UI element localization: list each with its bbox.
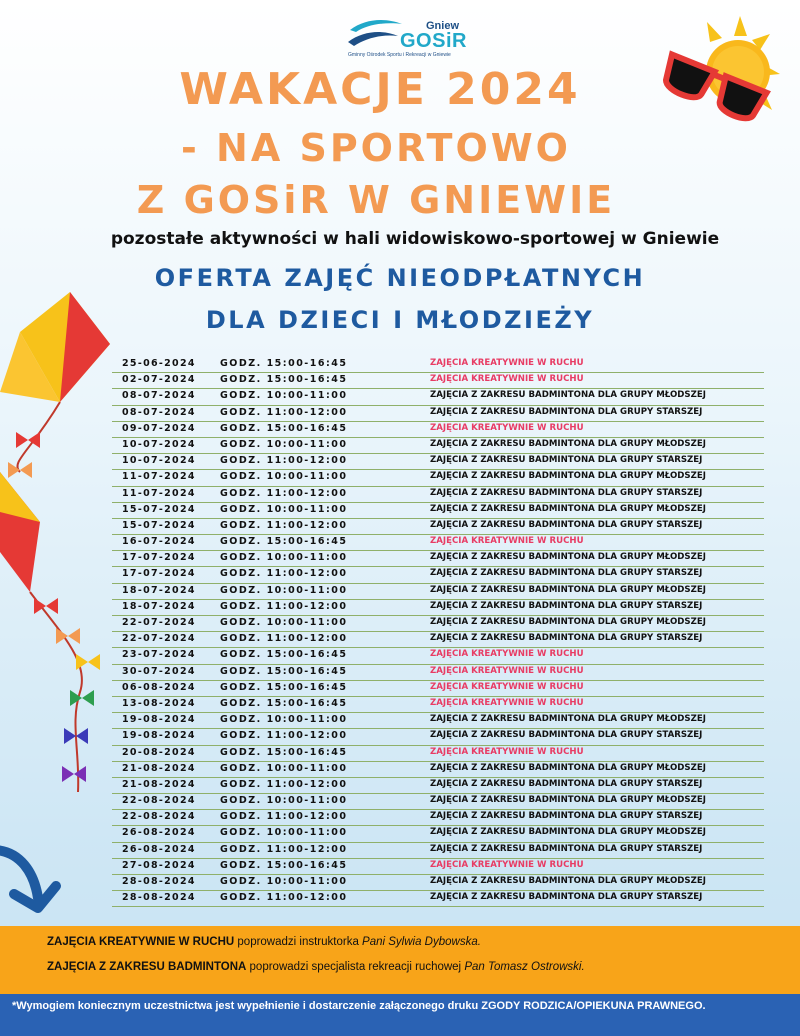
schedule-hours: GODZ. 11:00-12:00 — [220, 843, 348, 855]
schedule-hours: GODZ. 11:00-12:00 — [220, 519, 348, 531]
kite-icon — [0, 292, 115, 802]
schedule-row — [112, 438, 764, 454]
schedule-date: 16-07-2024 — [122, 536, 196, 548]
schedule-activity: ZAJĘCIA KREATYWNIE W RUCHU — [430, 697, 584, 708]
schedule-date: 10-07-2024 — [122, 455, 196, 467]
schedule-activity: ZAJĘCIA KREATYWNIE W RUCHU — [430, 649, 584, 660]
schedule-date: 17-07-2024 — [122, 552, 196, 564]
schedule-hours: GODZ. 10:00-11:00 — [220, 503, 348, 515]
schedule-activity: ZAJĘCIA KREATYWNIE W RUCHU — [430, 665, 584, 676]
schedule-row — [112, 487, 764, 503]
schedule-activity: ZAJĘCIA Z ZAKRESU BADMINTONA DLA GRUPY MŁODSZEJ — [430, 438, 706, 449]
schedule-date: 11-07-2024 — [122, 471, 196, 483]
schedule-row — [112, 794, 764, 810]
schedule-date: 25-06-2024 — [122, 358, 196, 369]
schedule-activity: ZAJĘCIA Z ZAKRESU BADMINTONA DLA GRUPY MŁODSZEJ — [430, 617, 706, 627]
schedule-date: 20-08-2024 — [122, 746, 196, 758]
title-line-2: - NA SPORTOWO — [181, 126, 571, 170]
schedule-row — [112, 357, 764, 373]
schedule-row — [112, 551, 764, 567]
schedule-activity: ZAJĘCIA Z ZAKRESU BADMINTONA DLA GRUPY MŁODSZEJ — [430, 552, 706, 563]
schedule-date: 15-07-2024 — [122, 503, 196, 515]
title-line-1: WAKACJE 2024 — [179, 64, 581, 115]
schedule-hours: GODZ. 11:00-12:00 — [220, 730, 348, 742]
schedule-date: 26-08-2024 — [122, 827, 196, 839]
schedule-activity: ZAJĘCIA KREATYWNIE W RUCHU — [430, 681, 584, 692]
schedule-date: 08-07-2024 — [122, 390, 196, 402]
subtitle: pozostałe aktywności w hali widowiskowo-sportowej w Gniewie — [110, 229, 720, 249]
schedule-row — [112, 454, 764, 470]
schedule-hours: GODZ. 11:00-12:00 — [220, 568, 348, 580]
schedule-row — [112, 535, 764, 551]
schedule-hours: GODZ. 11:00-12:00 — [220, 778, 348, 790]
schedule-hours: GODZ. 11:00-12:00 — [220, 633, 348, 645]
schedule-activity: ZAJĘCIA Z ZAKRESU BADMINTONA DLA GRUPY STARSZEJ — [430, 568, 703, 579]
schedule-hours: GODZ. 10:00-11:00 — [220, 471, 348, 483]
schedule-hours: GODZ. 10:00-11:00 — [220, 714, 348, 726]
schedule-hours: GODZ. 15:00-16:45 — [220, 746, 348, 758]
banner-1-activity: ZAJĘCIA KREATYWNIE W RUCHU — [47, 936, 235, 948]
schedule-hours: GODZ. 10:00-11:00 — [220, 584, 348, 596]
schedule-activity: ZAJĘCIA Z ZAKRESU BADMINTONA DLA GRUPY STARSZEJ — [430, 633, 703, 644]
instructors-banner — [0, 926, 800, 994]
schedule-activity: ZAJĘCIA KREATYWNIE W RUCHU — [430, 374, 584, 385]
schedule-row — [112, 875, 764, 891]
schedule-row — [112, 567, 764, 583]
schedule-row — [112, 519, 764, 535]
arrow-icon — [0, 842, 62, 926]
banner-1-text: poprowadzi instruktorka — [234, 936, 363, 948]
schedule-row — [112, 762, 764, 778]
schedule-row — [112, 373, 764, 389]
schedule-activity: ZAJĘCIA Z ZAKRESU BADMINTONA DLA GRUPY STARSZEJ — [430, 519, 703, 530]
schedule-date: 21-08-2024 — [122, 778, 196, 790]
schedule-date: 26-08-2024 — [122, 843, 196, 855]
schedule-activity: ZAJĘCIA Z ZAKRESU BADMINTONA DLA GRUPY STARSZEJ — [430, 730, 703, 741]
schedule-row — [112, 843, 764, 859]
schedule-hours: GODZ. 15:00-16:45 — [220, 374, 348, 386]
schedule-date: 28-08-2024 — [122, 892, 196, 904]
banner-2-instructor: Pan Tomasz Ostrowski. — [464, 961, 585, 973]
schedule-hours: GODZ. 15:00-16:45 — [220, 536, 348, 548]
schedule-row — [112, 697, 764, 713]
schedule-activity: ZAJĘCIA Z ZAKRESU BADMINTONA DLA GRUPY STARSZEJ — [430, 406, 703, 417]
schedule-hours: GODZ. 10:00-11:00 — [220, 827, 348, 839]
schedule-date: 22-08-2024 — [122, 811, 196, 823]
swoosh-icon — [346, 16, 406, 52]
schedule-hours: GODZ. 15:00-16:45 — [220, 859, 348, 871]
schedule-date: 23-07-2024 — [122, 649, 196, 661]
schedule-activity: ZAJĘCIA Z ZAKRESU BADMINTONA DLA GRUPY STARSZEJ — [430, 843, 703, 854]
schedule-date: 10-07-2024 — [122, 438, 196, 450]
schedule-activity: ZAJĘCIA Z ZAKRESU BADMINTONA DLA GRUPY STARSZEJ — [430, 778, 703, 789]
schedule-row — [112, 810, 764, 826]
schedule-row — [112, 778, 764, 794]
footer-note: *Wymogiem koniecznym uczestnictwa jest wypełnienie i dostarczenie załączonego druku ZGODY RODZICA/OPIEKUNA PRAWNEGO. — [12, 1000, 706, 1012]
title-line-3: Z GOSiR W GNIEWIE — [136, 178, 616, 222]
logo-subtitle: Gminny Ośrodek Sportu i Rekreacji w Gniewie — [348, 52, 451, 58]
schedule-row — [112, 826, 764, 842]
schedule-hours: GODZ. 11:00-12:00 — [220, 406, 348, 418]
schedule-hours: GODZ. 10:00-11:00 — [220, 390, 348, 402]
schedule-activity: ZAJĘCIA KREATYWNIE W RUCHU — [430, 746, 584, 757]
schedule-row — [112, 422, 764, 438]
schedule-hours: GODZ. 10:00-11:00 — [220, 552, 348, 564]
schedule-hours: GODZ. 15:00-16:45 — [220, 358, 348, 369]
schedule-activity: ZAJĘCIA Z ZAKRESU BADMINTONA DLA GRUPY MŁODSZEJ — [430, 827, 706, 838]
schedule-activity: ZAJĘCIA Z ZAKRESU BADMINTONA DLA GRUPY STARSZEJ — [430, 487, 703, 498]
schedule-row — [112, 729, 764, 745]
schedule-hours: GODZ. 15:00-16:45 — [220, 665, 348, 677]
schedule-hours: GODZ. 11:00-12:00 — [220, 811, 348, 823]
schedule-activity: ZAJĘCIA Z ZAKRESU BADMINTONA DLA GRUPY STARSZEJ — [430, 600, 703, 611]
schedule-row — [112, 470, 764, 486]
schedule-activity: ZAJĘCIA Z ZAKRESU BADMINTONA DLA GRUPY MŁODSZEJ — [430, 714, 706, 725]
schedule-row — [112, 406, 764, 422]
offer-line-2: DLA DZIECI I MŁODZIEŻY — [205, 306, 595, 334]
schedule-date: 13-08-2024 — [122, 697, 196, 709]
gosir-logo — [346, 10, 476, 60]
schedule-activity: ZAJĘCIA Z ZAKRESU BADMINTONA DLA GRUPY STARSZEJ — [430, 455, 703, 466]
schedule-date: 09-07-2024 — [122, 422, 196, 434]
schedule-row — [112, 681, 764, 697]
schedule-hours: GODZ. 11:00-12:00 — [220, 892, 348, 904]
schedule-activity: ZAJĘCIA Z ZAKRESU BADMINTONA DLA GRUPY MŁODSZEJ — [430, 471, 706, 482]
schedule-hours: GODZ. 15:00-16:45 — [220, 649, 348, 661]
schedule-row — [112, 600, 764, 616]
schedule-hours: GODZ. 10:00-11:00 — [220, 617, 348, 628]
schedule-date: 22-07-2024 — [122, 633, 196, 645]
schedule-row — [112, 616, 764, 632]
schedule-activity: ZAJĘCIA KREATYWNIE W RUCHU — [430, 859, 584, 870]
schedule-date: 22-07-2024 — [122, 617, 196, 628]
schedule-date: 06-08-2024 — [122, 681, 196, 693]
schedule-date: 19-08-2024 — [122, 730, 196, 742]
schedule-hours: GODZ. 11:00-12:00 — [220, 487, 348, 499]
schedule-row — [112, 665, 764, 681]
schedule-activity: ZAJĘCIA KREATYWNIE W RUCHU — [430, 358, 584, 368]
banner-line-1 — [47, 936, 481, 948]
schedule-date: 27-08-2024 — [122, 859, 196, 871]
banner-2-activity: ZAJĘCIA Z ZAKRESU BADMINTONA — [47, 961, 247, 973]
banner-line-2 — [47, 961, 585, 973]
schedule-activity: ZAJĘCIA Z ZAKRESU BADMINTONA DLA GRUPY STARSZEJ — [430, 892, 703, 903]
schedule-table — [112, 357, 764, 907]
schedule-activity: ZAJĘCIA Z ZAKRESU BADMINTONA DLA GRUPY MŁODSZEJ — [430, 503, 706, 514]
schedule-activity: ZAJĘCIA Z ZAKRESU BADMINTONA DLA GRUPY MŁODSZEJ — [430, 876, 706, 886]
schedule-activity: ZAJĘCIA Z ZAKRESU BADMINTONA DLA GRUPY MŁODSZEJ — [430, 584, 706, 595]
schedule-date: 15-07-2024 — [122, 519, 196, 531]
schedule-activity: ZAJĘCIA Z ZAKRESU BADMINTONA DLA GRUPY MŁODSZEJ — [430, 390, 706, 401]
schedule-activity: ZAJĘCIA Z ZAKRESU BADMINTONA DLA GRUPY MŁODSZEJ — [430, 762, 706, 773]
schedule-hours: GODZ. 10:00-11:00 — [220, 876, 348, 887]
schedule-hours: GODZ. 11:00-12:00 — [220, 455, 348, 467]
schedule-activity: ZAJĘCIA KREATYWNIE W RUCHU — [430, 536, 584, 547]
logo-town: Gniew — [426, 20, 460, 32]
schedule-activity: ZAJĘCIA Z ZAKRESU BADMINTONA DLA GRUPY STARSZEJ — [430, 811, 703, 822]
logo-name: GOSiR — [400, 30, 467, 52]
schedule-hours: GODZ. 15:00-16:45 — [220, 681, 348, 693]
schedule-row — [112, 503, 764, 519]
schedule-date: 02-07-2024 — [122, 374, 196, 386]
schedule-date: 18-07-2024 — [122, 584, 196, 596]
schedule-row — [112, 632, 764, 648]
schedule-row — [112, 584, 764, 600]
schedule-hours: GODZ. 10:00-11:00 — [220, 438, 348, 450]
schedule-date: 22-08-2024 — [122, 795, 196, 807]
schedule-row — [112, 746, 764, 762]
banner-2-text: poprowadzi specjalista rekreacji ruchowej — [246, 961, 465, 973]
schedule-row — [112, 648, 764, 664]
schedule-hours: GODZ. 15:00-16:45 — [220, 422, 348, 434]
schedule-hours: GODZ. 11:00-12:00 — [220, 600, 348, 612]
schedule-date: 08-07-2024 — [122, 406, 196, 418]
schedule-date: 19-08-2024 — [122, 714, 196, 726]
schedule-date: 30-07-2024 — [122, 665, 196, 677]
schedule-date: 18-07-2024 — [122, 600, 196, 612]
schedule-date: 11-07-2024 — [122, 487, 196, 499]
schedule-row — [112, 713, 764, 729]
schedule-hours: GODZ. 10:00-11:00 — [220, 795, 348, 807]
schedule-hours: GODZ. 10:00-11:00 — [220, 762, 348, 774]
schedule-activity: ZAJĘCIA Z ZAKRESU BADMINTONA DLA GRUPY MŁODSZEJ — [430, 795, 706, 806]
schedule-hours: GODZ. 15:00-16:45 — [220, 697, 348, 709]
banner-1-instructor: Pani Sylwia Dybowska. — [362, 936, 481, 948]
schedule-row — [112, 859, 764, 875]
offer-line-1: OFERTA ZAJĘĆ NIEODPŁATNYCH — [154, 264, 646, 292]
schedule-activity: ZAJĘCIA KREATYWNIE W RUCHU — [430, 422, 584, 433]
footer-note-bar — [0, 994, 800, 1036]
schedule-date: 21-08-2024 — [122, 762, 196, 774]
schedule-date: 28-08-2024 — [122, 876, 196, 887]
schedule-date: 17-07-2024 — [122, 568, 196, 580]
schedule-row — [112, 389, 764, 405]
schedule-row — [112, 891, 764, 907]
